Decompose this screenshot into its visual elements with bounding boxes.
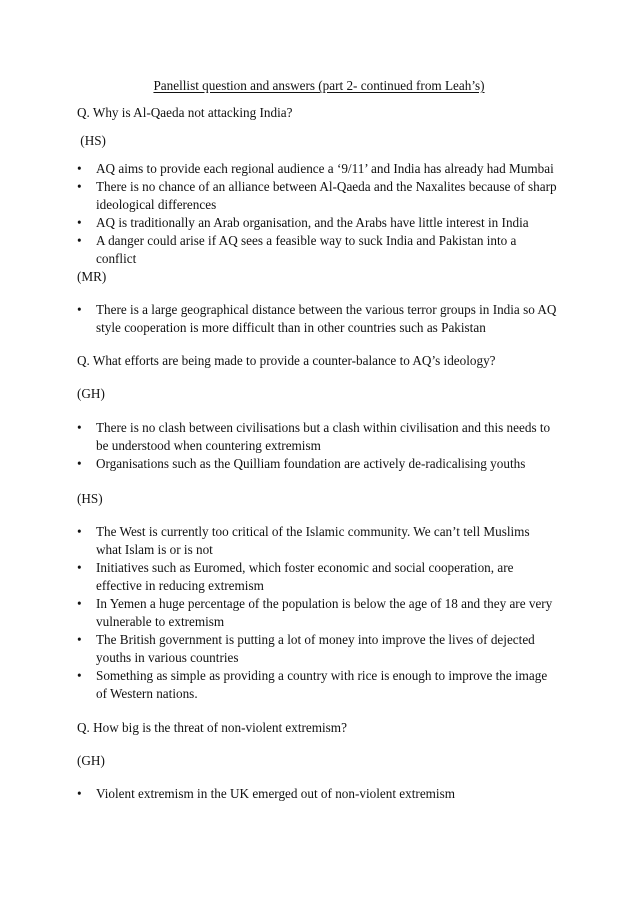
list-item: • A danger could arise if AQ sees a feasible way to suck India and Pakistan into a conflict xyxy=(77,232,557,268)
answer-list-2 xyxy=(77,301,557,337)
list-item: • There is no chance of an alliance between Al-Qaeda and the Naxalites because of sharp ideological differences xyxy=(77,178,557,214)
answer-list-3 xyxy=(77,419,557,473)
answer-list-5 xyxy=(77,785,557,803)
list-item: • Organisations such as the Quilliam foundation are actively de-radicalising youths xyxy=(77,455,557,473)
speaker-hs-2: (HS) xyxy=(77,491,103,506)
speaker-gh-2: (GH) xyxy=(77,753,105,768)
speaker-gh-1: (GH) xyxy=(77,386,105,401)
list-item: • Initiatives such as Euromed, which foster economic and social cooperation, are effective in reducing extremism xyxy=(77,559,557,595)
list-item: • Violent extremism in the UK emerged out of non-violent extremism xyxy=(77,785,557,803)
speaker-mr: (MR) xyxy=(77,269,107,284)
question-2: Q. What efforts are being made to provide a counter-balance to AQ’s ideology? xyxy=(77,353,496,368)
list-item: • AQ is traditionally an Arab organisation, and the Arabs have little interest in India xyxy=(77,214,557,232)
list-item: • AQ aims to provide each regional audience a ‘9/11’ and India has already had Mumbai xyxy=(77,160,557,178)
question-3: Q. How big is the threat of non-violent extremism? xyxy=(77,720,347,735)
list-item: • The British government is putting a lot of money into improve the lives of dejected youths in various countries xyxy=(77,631,557,667)
answer-list-1 xyxy=(77,160,557,268)
list-item: • There is a large geographical distance between the various terror groups in India so AQ style cooperation is more difficult than in other countries such as Pakistan xyxy=(77,301,557,337)
list-item: • The West is currently too critical of the Islamic community. We can’t tell Muslims what Islam is or is not xyxy=(77,523,557,559)
list-item: • Something as simple as providing a country with rice is enough to improve the image of Western nations. xyxy=(77,667,557,703)
question-1: Q. Why is Al-Qaeda not attacking India? xyxy=(77,105,293,120)
list-item: • In Yemen a huge percentage of the population is below the age of 18 and they are very vulnerable to extremism xyxy=(77,595,557,631)
list-item: • There is no clash between civilisations but a clash within civilisation and this needs to be understood when countering extremism xyxy=(77,419,557,455)
document-title: Panellist question and answers (part 2- continued from Leah’s) xyxy=(153,78,485,93)
answer-list-4 xyxy=(77,523,557,703)
speaker-hs-1: (HS) xyxy=(77,133,106,148)
